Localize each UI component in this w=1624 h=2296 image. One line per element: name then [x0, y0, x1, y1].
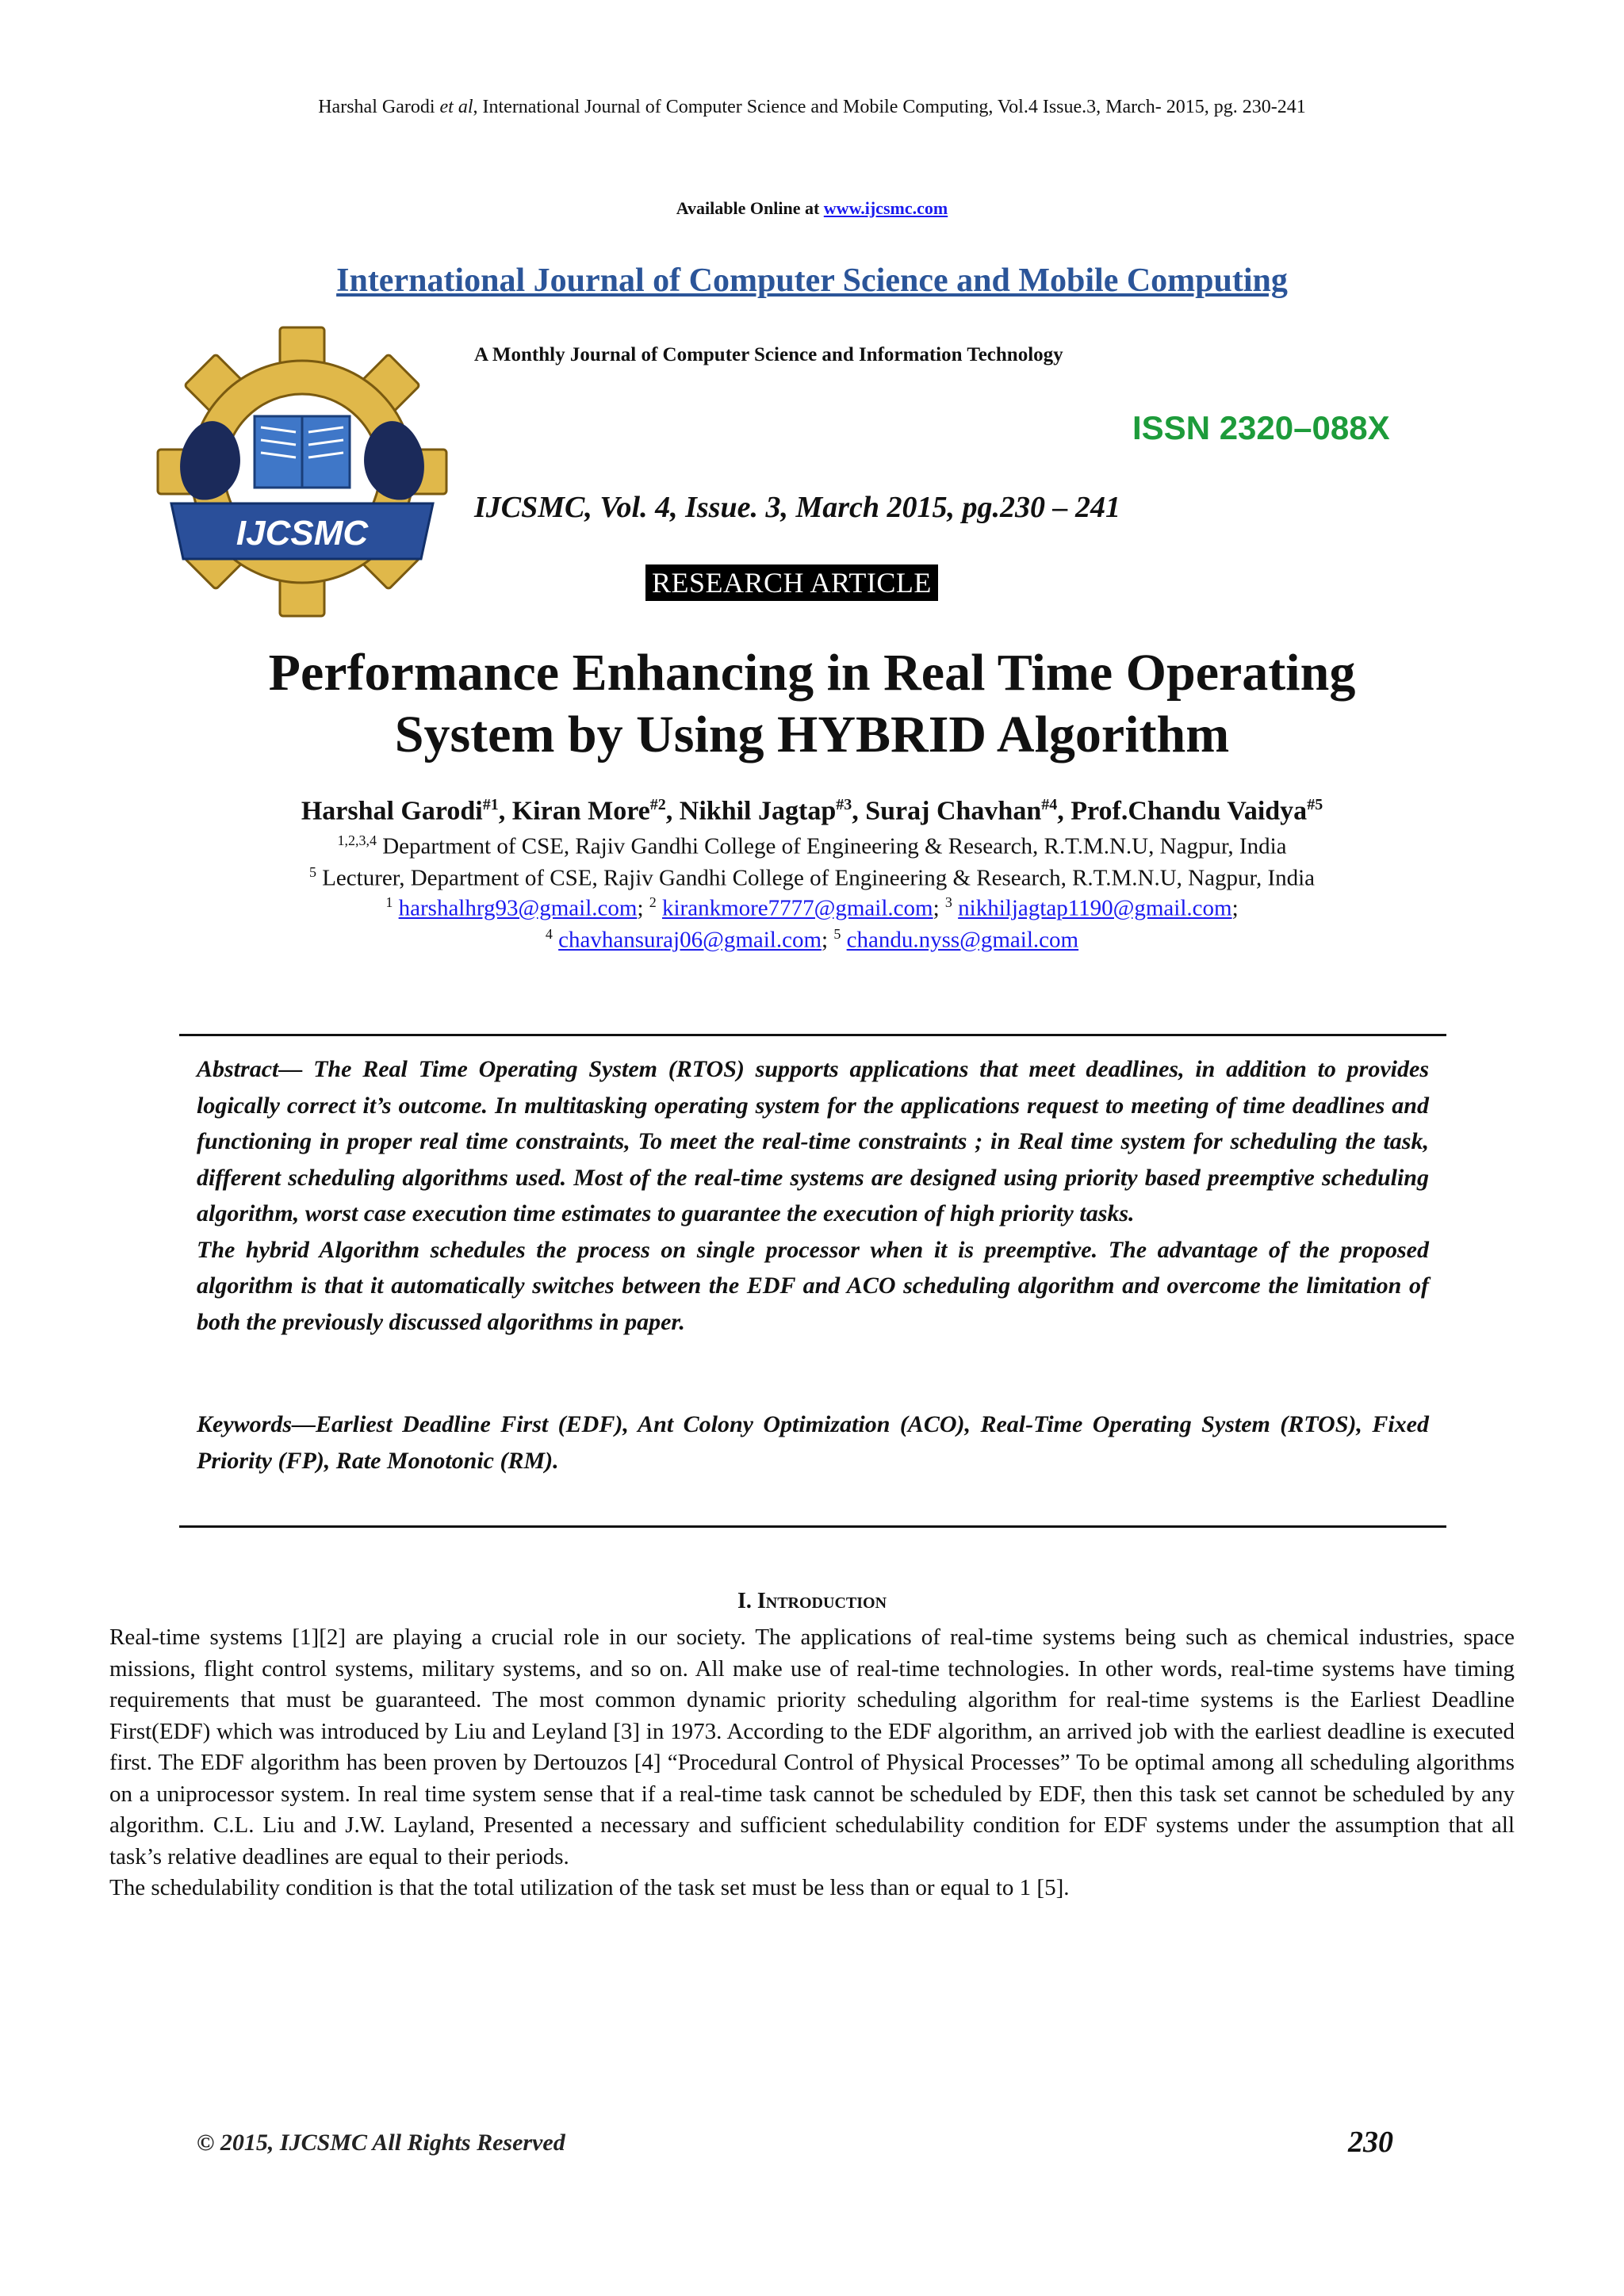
page-number: 230 — [1348, 2126, 1393, 2159]
email-link[interactable]: harshalhrg93@gmail.com — [398, 895, 638, 921]
email-sup: 1 — [385, 894, 393, 910]
abstract — [197, 1051, 1429, 1340]
available-online — [0, 198, 1624, 219]
email-link[interactable]: chavhansuraj06@gmail.com — [558, 927, 822, 953]
volume-issue-line: IJCSMC, Vol. 4, Issue. 3, March 2015, pg.230 – 241 — [474, 491, 1121, 524]
email-list-2 — [0, 926, 1624, 954]
email-separator: ; — [822, 927, 834, 953]
abstract-bottom-rule — [179, 1525, 1446, 1528]
footer-copyright: © 2015, IJCSMC All Rights Reserved — [197, 2130, 565, 2156]
email-link[interactable]: kirankmore7777@gmail.com — [662, 895, 933, 921]
author-sup: #1 — [482, 796, 499, 813]
journal-subtitle: A Monthly Journal of Computer Science and Information Technology — [474, 344, 1063, 365]
body-paragraph: Real-time systems [1][2] are playing a crucial role in our society. The applications of real-time systems being such as chemical industries, space missions, flight control systems, military systems, and so on. All make use of real-time technologies. In other words, real-time systems have timing requirements that must be guaranteed. The most common dynamic priority scheduling algorithm for real-time systems is the Earliest Deadline First(EDF) which was introduced by Liu and Leyland [3] in 1973. According to the EDF algorithm, an arrived job with the earliest deadline is executed first. The EDF algorithm has been proven by Dertouzos [4] “Procedural Control of Physical Processes” To be optimal among all scheduling algorithms on a uniprocessor system. In real time system sense that if a real-time task cannot be scheduled by EDF, then this task set cannot be scheduled by any algorithm. C.L. Liu and J.W. Layland, Presented a necessary and sufficient schedulability condition for EDF systems under the assumption that all task’s relative deadlines are equal to their periods. — [109, 1624, 1515, 1869]
running-header — [0, 97, 1624, 118]
email-link[interactable]: nikhiljagtap1190@gmail.com — [958, 895, 1232, 921]
available-label: Available Online at — [676, 198, 824, 218]
author-name: Suraj Chavhan — [865, 796, 1042, 826]
abstract-paragraph: Abstract— The Real Time Operating System (RTOS) supports applications that meet deadlines, in addition to provides logically correct it’s outcome. In multitasking operating system for the applications request to meeting of time deadlines and functioning in proper real time constraints, To meet the real-time constraints ; in Real time system for scheduling the task, different scheduling algorithms used. Most of the real-time systems are designed using priority based preemptive scheduling algorithm, worst case execution time estimates to guarantee the execution of high priority tasks. — [197, 1056, 1429, 1226]
email-sup: 3 — [944, 894, 952, 910]
journal-logo — [155, 325, 449, 618]
email-link[interactable]: chandu.nyss@gmail.com — [846, 927, 1079, 953]
email-sup: 5 — [833, 926, 841, 942]
abstract-top-rule — [179, 1034, 1446, 1036]
author-sup: #2 — [649, 796, 666, 813]
paper-title-line-2: System by Using HYBRID Algorithm — [394, 706, 1230, 763]
affiliation-text: Department of CSE, Rajiv Gandhi College of Engineering & Research, R.T.M.N.U, Nagpur, India — [376, 833, 1287, 859]
introduction-body — [109, 1622, 1515, 1904]
paper-title-line-1: Performance Enhancing in Real Time Operating — [268, 644, 1356, 702]
section-title: Introduction — [756, 1589, 887, 1613]
abstract-paragraph: The hybrid Algorithm schedules the process on single processor when it is preemptive. The advantage of the proposed algorithm is that it automatically switches between the EDF and ACO scheduling algorithm and overcome the limitation of both the previously discussed algorithms in paper. — [197, 1236, 1429, 1335]
email-separator: ; — [1231, 895, 1239, 921]
email-sup: 2 — [649, 894, 657, 910]
running-header-citation: , International Journal of Computer Science and Mobile Computing, Vol.4 Issue.3, March- 2015, pg. 230-241 — [473, 97, 1306, 117]
running-header-et-al: et al — [439, 97, 473, 117]
affiliation-sup: 5 — [308, 864, 316, 880]
author-sup: #4 — [1041, 796, 1058, 813]
author-separator: , — [665, 796, 680, 826]
affiliation-sup: 1,2,3,4 — [337, 832, 377, 848]
journal-title[interactable]: International Journal of Computer Science and Mobile Computing — [336, 262, 1288, 299]
author-separator: , — [852, 796, 866, 826]
affiliation-text: Lecturer, Department of CSE, Rajiv Gandhi College of Engineering & Research, R.T.M.N.U, Nagpur, India — [316, 865, 1316, 891]
affiliation-1 — [0, 832, 1624, 860]
author-list — [0, 796, 1624, 826]
keywords: Keywords—Earliest Deadline First (EDF), Ant Colony Optimization (ACO), Real-Time Operating System (RTOS), Fixed Priority (FP), Rate Monotonic (RM). — [197, 1411, 1429, 1474]
email-list-1 — [0, 894, 1624, 922]
logo-text: IJCSMC — [236, 514, 369, 553]
author-name: Prof.Chandu Vaidya — [1071, 796, 1308, 826]
affiliation-2 — [0, 864, 1624, 892]
paper-title — [0, 642, 1624, 766]
article-type-badge: RESEARCH ARTICLE — [645, 564, 938, 601]
author-sup: #5 — [1307, 796, 1323, 813]
issn-label: ISSN 2320–088X — [1132, 409, 1390, 446]
author-sup: #3 — [836, 796, 852, 813]
journal-url-link[interactable]: www.ijcsmc.com — [823, 198, 948, 218]
author-name: Nikhil Jagtap — [679, 796, 837, 826]
body-paragraph: The schedulability condition is that the total utilization of the task set must be less than or equal to 1 [5]. — [109, 1875, 1070, 1900]
gear-logo-icon — [155, 325, 449, 618]
author-separator: , — [1057, 796, 1071, 826]
author-separator: , — [498, 796, 512, 826]
section-number: I. — [737, 1589, 752, 1613]
running-header-authors: Harshal Garodi — [318, 97, 435, 117]
author-name: Kiran More — [511, 796, 650, 826]
email-sup: 4 — [545, 926, 553, 942]
email-separator: ; — [637, 895, 649, 921]
email-separator: ; — [933, 895, 945, 921]
author-name: Harshal Garodi — [301, 796, 483, 826]
section-heading — [0, 1589, 1624, 1614]
